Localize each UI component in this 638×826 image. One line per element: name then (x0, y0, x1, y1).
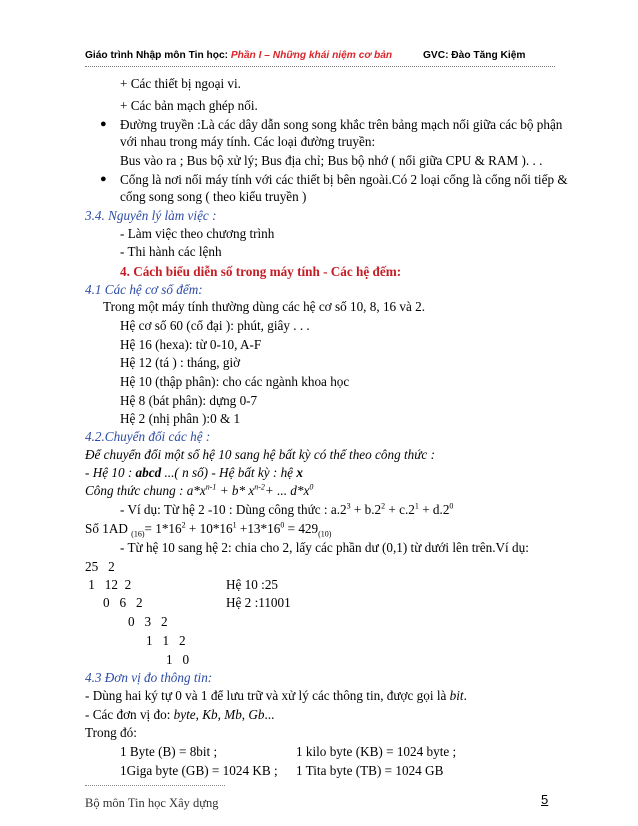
section-heading: 4.1 Các hệ cơ số đếm: (85, 282, 203, 297)
text-line: Hệ 12 (tá ) : tháng, giờ (120, 355, 241, 370)
text-line: 1 Byte (B) = 8bit ; (120, 744, 218, 759)
text-line: + Các bản mạch ghép nối. (120, 98, 258, 113)
text-line: Hệ cơ số 60 (cổ đại ): phút, giây . . . (120, 318, 310, 333)
bullet-icon: ● (100, 173, 107, 185)
text-line: + Các thiết bị ngoại vi. (120, 76, 241, 91)
division-result: Hệ 2 :11001 (226, 595, 291, 610)
text-line: Cổng là nơi nối máy tính với các thiết bị bên ngoài.Có 2 loại cổng là cổng nối tiếp & (120, 172, 568, 187)
text-line: cổng song song ( theo kiểu truyền ) (120, 189, 307, 204)
text-line: Hệ 10 (thập phân): cho các ngành khoa học (120, 374, 350, 389)
page-number: 5 (541, 792, 549, 807)
header-author: GVC: Đào Tăng Kiệm (423, 50, 526, 61)
division-row: 25 2 (85, 559, 115, 574)
text-line: - Thi hành các lệnh (120, 244, 222, 259)
division-row: 1 0 (166, 652, 190, 667)
page-header (85, 50, 555, 61)
text-line: - Các đơn vị đo: byte, Kb, Mb, Gb... (85, 707, 275, 722)
text-line: Để chuyển đổi một số hệ 10 sang hệ bất kỳ có thể theo công thức : (85, 447, 435, 462)
division-result: Hệ 10 :25 (226, 577, 279, 592)
section-heading: 4.2.Chuyển đổi các hệ : (85, 429, 211, 444)
formula-line: - Ví dụ: Từ hệ 2 -10 : Dùng công thức : $a.2^3 + b.2^2 + c.2^1 + d.2^0$ (120, 501, 454, 517)
footer-divider (85, 785, 225, 786)
text-line: - Làm việc theo chương trình (120, 226, 275, 241)
division-row: 0 6 2 (103, 595, 143, 610)
text-line: với nhau trong máy tính. Các loại đường truyền: (120, 134, 376, 149)
text-line: 1 Tita byte (TB) = 1024 GB (296, 763, 444, 778)
header-course: Giáo trình Nhập môn Tin học: (85, 50, 231, 61)
text-line: Trong một máy tính thường dùng các hệ cơ số 10, 8, 16 và 2. (103, 299, 426, 314)
section-heading: 3.4. Nguyên lý làm việc : (85, 208, 217, 223)
footer-department: Bộ môn Tin học Xây dựng (85, 796, 219, 810)
text-line: Trong đó: (85, 725, 137, 740)
formula-line: Công thức chung : $a*x^{n-1} + b*$ $x^{n-2}+$ ... $d*x^0$ (85, 482, 314, 498)
division-row: 0 3 2 (128, 614, 168, 629)
formula-line: Số 1AD $_{(16)}= 1*16^2 + 10*16^1 +13*16^0 = 429_{(10)}$ (85, 520, 332, 539)
formula-line: - Hệ 10 : abcd ...( n số) - Hệ bất kỳ : hệ x (85, 465, 303, 480)
division-row: 1 12 2 (85, 577, 132, 592)
text-line: Bus vào ra ; Bus bộ xử lý; Bus địa chỉ; Bus bộ nhớ ( nối giữa CPU & RAM ). . . (120, 153, 543, 168)
header-divider (85, 66, 555, 67)
text-line: Hệ 8 (bát phân): dựng 0-7 (120, 393, 258, 408)
text-line: - Dùng hai ký tự 0 và 1 để lưu trữ và xử lý các thông tin, được gọi là bit. (85, 688, 467, 703)
text-line: Hệ 2 (nhị phân ):0 & 1 (120, 411, 241, 426)
chapter-heading: 4. Cách biểu diễn số trong máy tính - Các hệ đếm: (120, 264, 402, 279)
bullet-icon: ● (100, 118, 107, 130)
text-line: Hệ 16 (hexa): từ 0-10, A-F (120, 337, 262, 352)
header-part: Phần I – Những khái niệm cơ bản (230, 50, 393, 61)
text-line: - Từ hệ 10 sang hệ 2: chia cho 2, lấy các phần dư (0,1) từ dưới lên trên.Ví dụ: (120, 540, 529, 555)
division-row: 1 1 2 (146, 633, 186, 648)
section-heading: 4.3 Đơn vị đo thông tin: (85, 670, 213, 685)
text-line: Đường truyền :Là các dây dẫn song song khắc trên bảng mạch nối giữa các bộ phận (120, 117, 563, 132)
text-line: 1 kilo byte (KB) = 1024 byte ; (296, 744, 457, 759)
text-line: 1Giga byte (GB) = 1024 KB ; (120, 763, 278, 778)
